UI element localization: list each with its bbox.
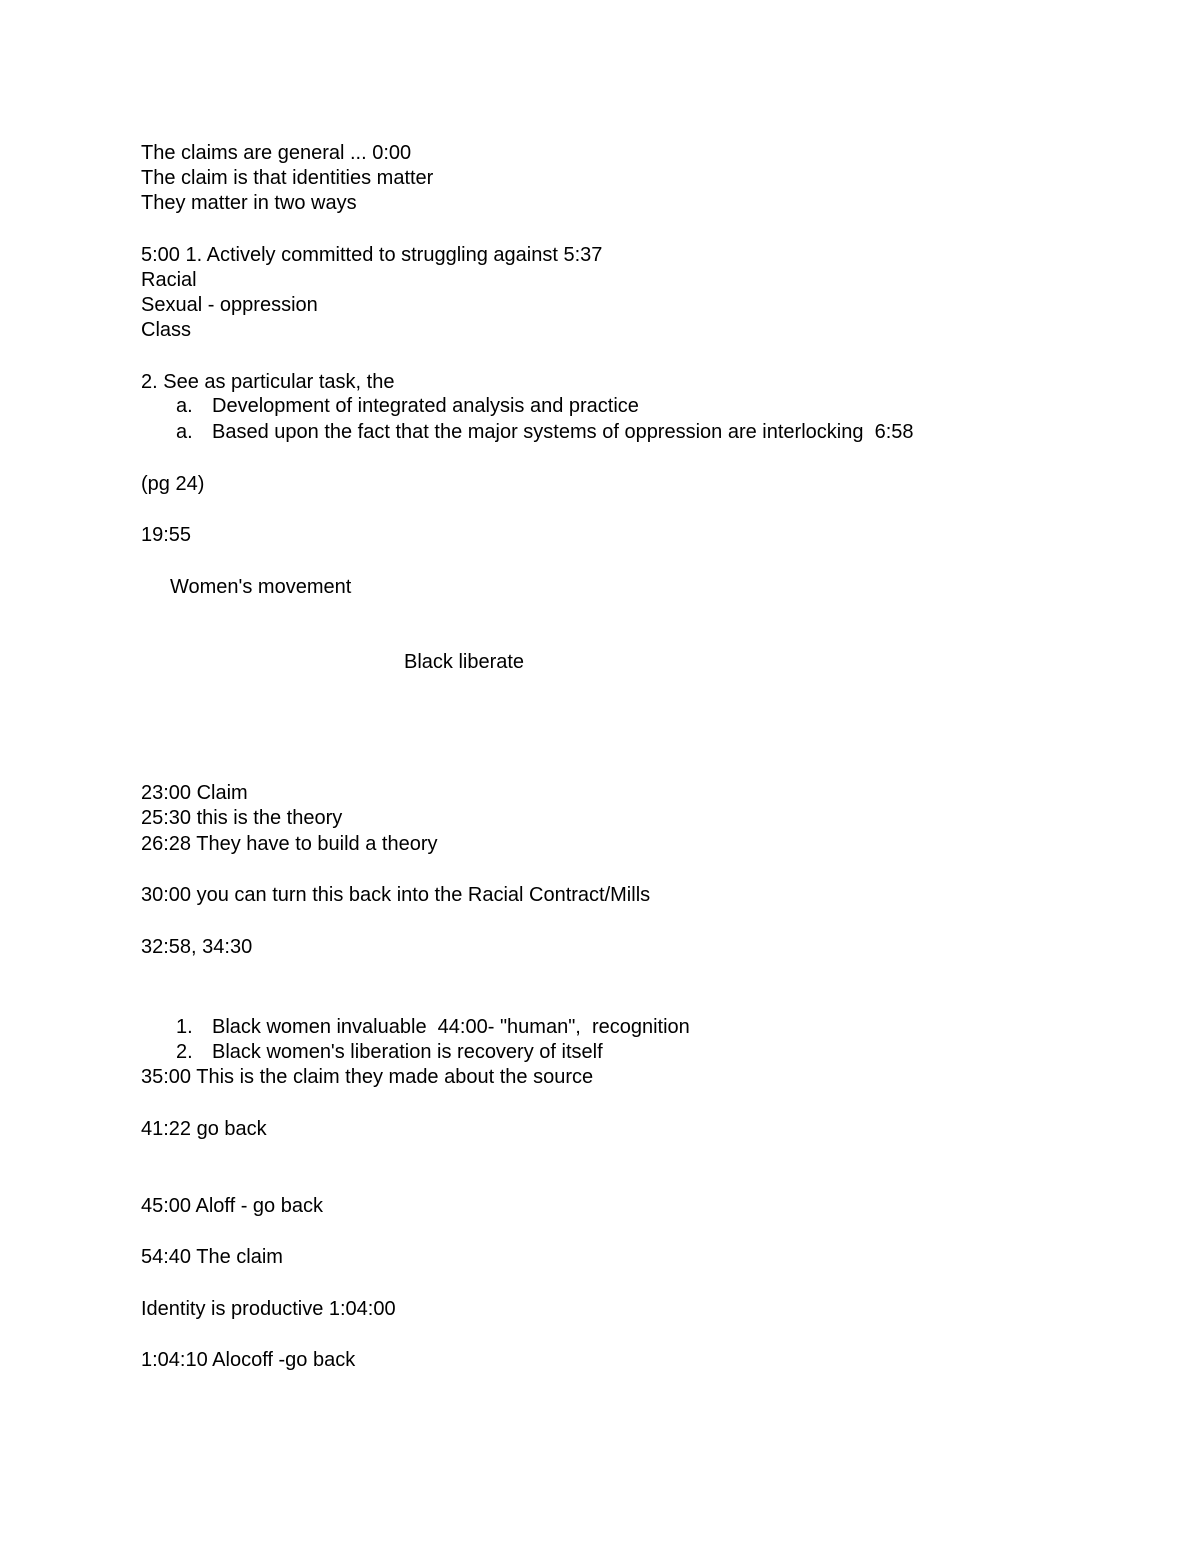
- list-marker: 1.: [176, 1016, 193, 1038]
- list-marker: a.: [176, 395, 193, 417]
- list-item-text: Black women's liberation is recovery of itself: [212, 1041, 603, 1063]
- the-claim-line: 54:40 The claim: [141, 1246, 283, 1268]
- times-pair-line: 32:58, 34:30: [141, 936, 253, 958]
- intro-line-2: The claim is that identities matter: [141, 167, 434, 189]
- point1-item-class: Class: [141, 319, 192, 341]
- intro-line-3: They matter in two ways: [141, 192, 357, 214]
- racial-contract-line: 30:00 you can turn this back into the Racial Contract/Mills: [141, 884, 651, 906]
- page-reference: (pg 24): [141, 473, 205, 495]
- point1-item-sexual: Sexual - oppression: [141, 294, 318, 316]
- timestamp-19-55: 19:55: [141, 524, 192, 546]
- claim-line-2: 25:30 this is the theory: [141, 807, 343, 829]
- list-item-text: Based upon the fact that the major systems of oppression are interlocking 6:58: [212, 421, 914, 443]
- claim-line-1: 23:00 Claim: [141, 782, 248, 804]
- alocoff-line: 1:04:10 Alocoff -go back: [141, 1349, 356, 1371]
- claim-line-3: 26:28 They have to build a theory: [141, 833, 438, 855]
- point1-item-racial: Racial: [141, 269, 197, 291]
- identity-line: Identity is productive 1:04:00: [141, 1298, 396, 1320]
- womens-movement-label: Women's movement: [170, 576, 352, 598]
- intro-line-1: The claims are general ... 0:00: [141, 142, 412, 164]
- black-liberate-label: Black liberate: [404, 651, 525, 673]
- point1-heading: 5:00 1. Actively committed to struggling against 5:37: [141, 244, 603, 266]
- source-claim-line: 35:00 This is the claim they made about the source: [141, 1066, 594, 1088]
- list-item-text: Development of integrated analysis and practice: [212, 395, 639, 417]
- point2-heading: 2. See as particular task, the: [141, 371, 395, 393]
- go-back-line: 41:22 go back: [141, 1118, 267, 1140]
- list-marker: 2.: [176, 1041, 193, 1063]
- list-marker: a.: [176, 421, 193, 443]
- list-item-text: Black women invaluable 44:00- "human", recognition: [212, 1016, 690, 1038]
- aloff-line: 45:00 Aloff - go back: [141, 1195, 323, 1217]
